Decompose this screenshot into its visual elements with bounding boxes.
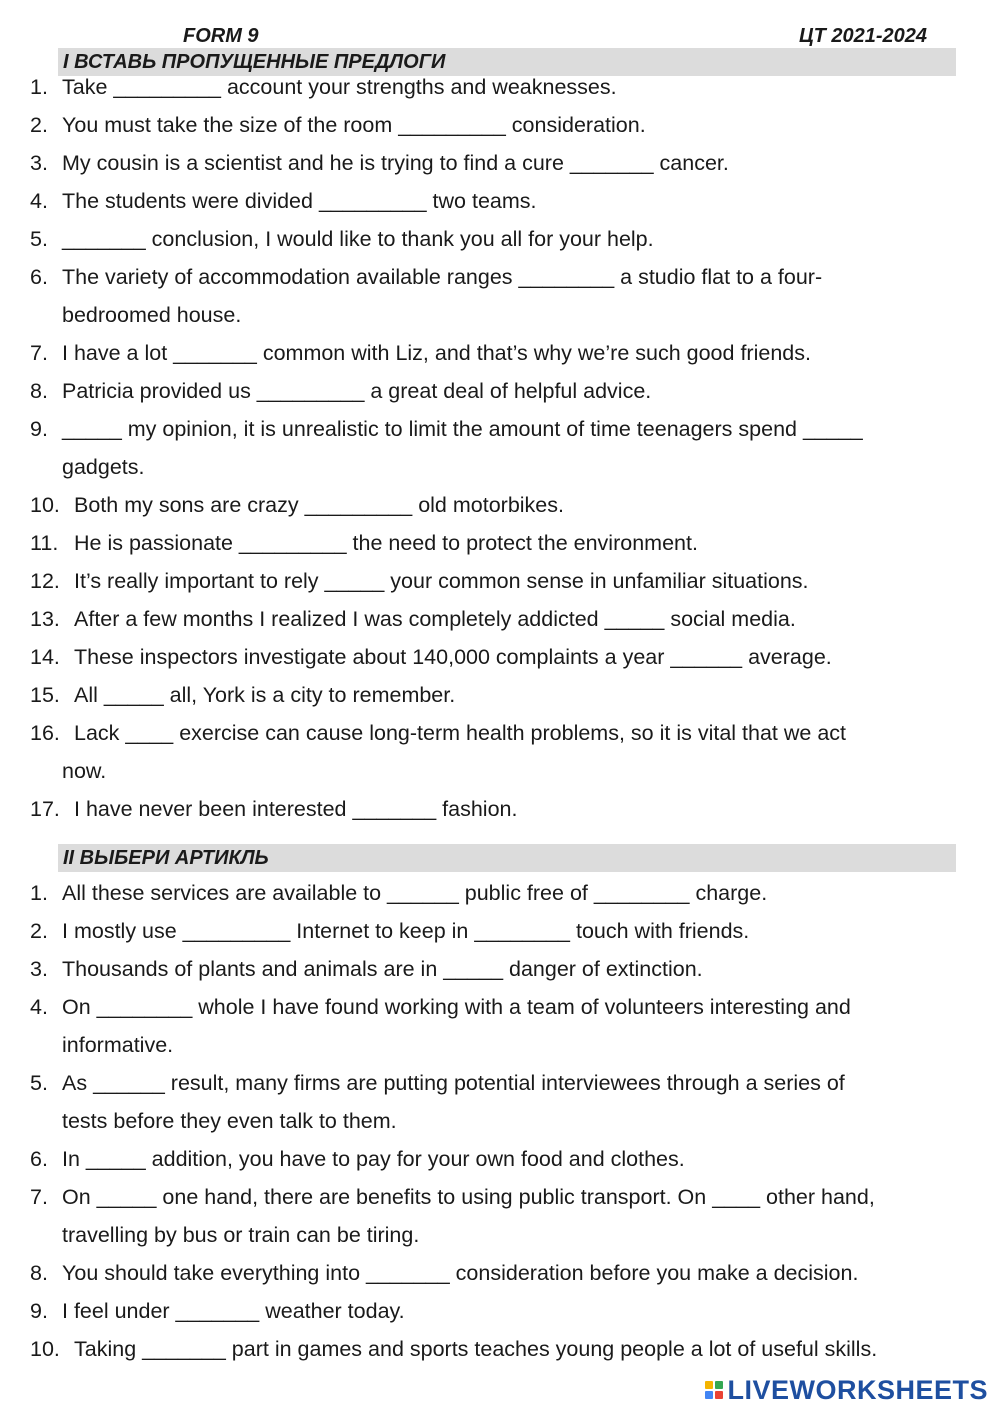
- item-number: 15.: [30, 683, 60, 707]
- item-text-continued: bedroomed house.: [62, 303, 242, 327]
- list-item: [0, 912, 957, 950]
- item-text-continued: now.: [62, 759, 107, 783]
- item-text: _______ conclusion, I would like to thank you all for your help.: [62, 227, 654, 251]
- section-1-list: [0, 68, 1000, 828]
- logo-square: [705, 1391, 713, 1399]
- item-number: 2.: [30, 113, 48, 137]
- form-label: FORM 9: [183, 25, 259, 47]
- list-item: [0, 874, 957, 912]
- list-item: [0, 562, 969, 600]
- list-item: [0, 676, 969, 714]
- item-text: Both my sons are crazy _________ old motorbikes.: [74, 493, 564, 517]
- item-text: Taking _______ part in games and sports teaches young people a lot of useful skills.: [74, 1337, 878, 1361]
- item-text: On ________ whole I have found working with a team of volunteers interesting and: [62, 995, 851, 1019]
- list-item: [0, 1254, 957, 1292]
- logo-mark-icon: [705, 1381, 723, 1399]
- list-item: [0, 714, 969, 790]
- item-text-continued: tests before they even talk to them.: [62, 1109, 397, 1133]
- item-number: 1.: [30, 881, 48, 905]
- item-number: 13.: [30, 607, 60, 631]
- item-text: I feel under _______ weather today.: [62, 1299, 405, 1323]
- item-number: 2.: [30, 919, 48, 943]
- item-number: 3.: [30, 151, 48, 175]
- item-number: 7.: [30, 1185, 48, 1209]
- liveworksheets-logo: [705, 1375, 988, 1405]
- list-item: [0, 258, 957, 334]
- item-text: Lack ____ exercise can cause long-term health problems, so it is vital that we act: [74, 721, 846, 745]
- list-item: [0, 950, 957, 988]
- section-1-title: I ВСТАВЬ ПРОПУЩЕННЫЕ ПРЕДЛОГИ: [63, 51, 446, 73]
- list-item: [0, 988, 957, 1064]
- logo-text: LIVEWORKSHEETS: [727, 1374, 988, 1405]
- item-number: 6.: [30, 1147, 48, 1171]
- item-text: The students were divided _________ two teams.: [62, 189, 537, 213]
- item-text: It’s really important to rely _____ your common sense in unfamiliar situations.: [74, 569, 809, 593]
- logo-square: [705, 1381, 713, 1389]
- list-item: [0, 144, 957, 182]
- logo-square: [715, 1381, 723, 1389]
- item-number: 8.: [30, 1261, 48, 1285]
- item-number: 5.: [30, 1071, 48, 1095]
- item-text: My cousin is a scientist and he is trying to find a cure _______ cancer.: [62, 151, 729, 175]
- item-text: I have a lot _______ common with Liz, and that’s why we’re such good friends.: [62, 341, 811, 365]
- list-item: [0, 790, 969, 828]
- item-text: Take _________ account your strengths and weaknesses.: [62, 75, 617, 99]
- item-number: 8.: [30, 379, 48, 403]
- item-text-continued: informative.: [62, 1033, 174, 1057]
- item-text: I have never been interested _______ fashion.: [74, 797, 518, 821]
- item-text-continued: travelling by bus or train can be tiring.: [62, 1223, 420, 1247]
- list-item: [0, 68, 957, 106]
- list-item: [0, 1330, 969, 1368]
- list-item: [0, 410, 957, 486]
- list-item: [0, 334, 957, 372]
- item-number: 7.: [30, 341, 48, 365]
- item-text: All _____ all, York is a city to remember.: [74, 683, 456, 707]
- list-item: [0, 486, 969, 524]
- item-text: In _____ addition, you have to pay for your own food and clothes.: [62, 1147, 685, 1171]
- list-item: [0, 1064, 957, 1140]
- item-text: _____ my opinion, it is unrealistic to limit the amount of time teenagers spend _____: [62, 417, 863, 441]
- item-text: Thousands of plants and animals are in _____ danger of extinction.: [62, 957, 703, 981]
- item-number: 9.: [30, 1299, 48, 1323]
- item-text: He is passionate _________ the need to protect the environment.: [74, 531, 698, 555]
- item-text: As ______ result, many firms are putting potential interviewees through a series of: [62, 1071, 845, 1095]
- list-item: [0, 1140, 957, 1178]
- item-number: 11.: [30, 531, 59, 555]
- section-2-title: II ВЫБЕРИ АРТИКЛЬ: [63, 847, 269, 869]
- item-text: All these services are available to ______ public free of ________ charge.: [62, 881, 768, 905]
- list-item: [0, 106, 957, 144]
- item-text: I mostly use _________ Internet to keep in ________ touch with friends.: [62, 919, 750, 943]
- item-text: You must take the size of the room _________ consideration.: [62, 113, 646, 137]
- item-number: 5.: [30, 227, 48, 251]
- item-text: The variety of accommodation available ranges ________ a studio flat to a four-: [62, 265, 823, 289]
- item-number: 4.: [30, 995, 48, 1019]
- item-number: 17.: [30, 797, 60, 821]
- item-text: On _____ one hand, there are benefits to using public transport. On ____ other hand,: [62, 1185, 875, 1209]
- list-item: [0, 372, 957, 410]
- list-item: [0, 638, 969, 676]
- item-number: 3.: [30, 957, 48, 981]
- list-item: [0, 182, 957, 220]
- item-number: 12.: [30, 569, 60, 593]
- list-item: [0, 600, 969, 638]
- item-number: 1.: [30, 75, 48, 99]
- item-text: Patricia provided us _________ a great deal of helpful advice.: [62, 379, 652, 403]
- item-number: 6.: [30, 265, 48, 289]
- item-text-continued: gadgets.: [62, 455, 145, 479]
- item-number: 14.: [30, 645, 60, 669]
- item-text: After a few months I realized I was completely addicted _____ social media.: [74, 607, 796, 631]
- item-text: These inspectors investigate about 140,000 complaints a year ______ average.: [74, 645, 832, 669]
- test-label: ЦТ 2021-2024: [799, 25, 927, 47]
- list-item: [0, 1292, 957, 1330]
- item-text: You should take everything into _______ consideration before you make a decision.: [62, 1261, 859, 1285]
- logo-square: [715, 1391, 723, 1399]
- item-number: 4.: [30, 189, 48, 213]
- list-item: [0, 524, 969, 562]
- item-number: 10.: [30, 493, 60, 517]
- item-number: 9.: [30, 417, 48, 441]
- list-item: [0, 220, 957, 258]
- item-number: 10.: [30, 1337, 60, 1361]
- list-item: [0, 1178, 957, 1254]
- item-number: 16.: [30, 721, 60, 745]
- section-2-header: [58, 844, 956, 872]
- section-2-list: [0, 874, 1000, 1368]
